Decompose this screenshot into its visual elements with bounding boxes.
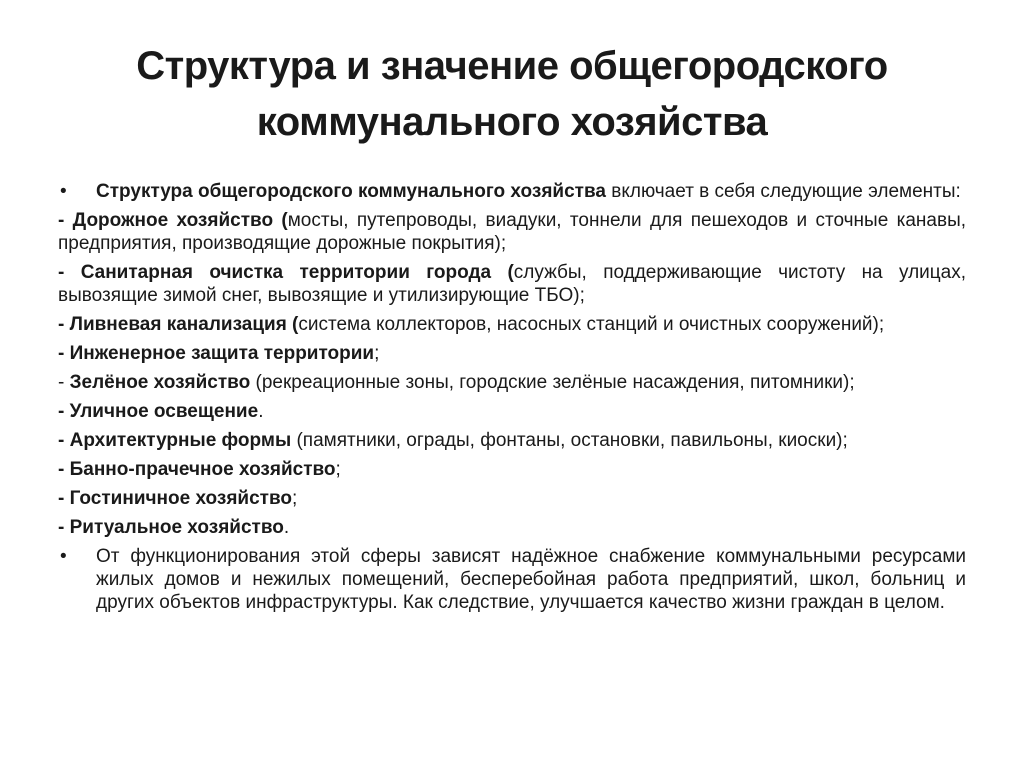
bullet-icon: •	[60, 546, 67, 567]
list-item-heading: - Дорожное хозяйство (	[58, 210, 288, 231]
intro-bullet-paragraph	[58, 180, 966, 203]
list-item-storm-sewer	[58, 313, 966, 336]
outro-bullet-paragraph	[58, 545, 966, 614]
list-item-text: ;	[335, 459, 341, 480]
list-item-text: службы, поддерживающие чистоту на улицах, вывозящие зимой снег, вывозящие и утилизирующие ТБО);	[58, 262, 966, 306]
list-item-text: ;	[374, 343, 380, 364]
list-item-heading: - Уличное освещение	[58, 401, 259, 422]
list-item-heading: - Гостиничное хозяйство	[58, 488, 293, 509]
list-item-bath-laundry	[58, 458, 966, 481]
list-item-text: мосты, путепроводы, виадуки, тоннели для пешеходов и сточные канавы, предприятия, производящие дорожные покрытия);	[58, 210, 967, 254]
list-item-heading: - Банно-прачечное хозяйство	[58, 459, 336, 480]
list-item-text: система коллекторов, насосных станций и очистных сооружений);	[298, 314, 885, 335]
slide-title	[40, 38, 984, 150]
list-item-heading: - Инженерное защита территории	[58, 343, 375, 364]
list-item-text: .	[258, 401, 264, 422]
list-item-heading: - Ливневая канализация (	[58, 314, 299, 335]
outro-text: От функционирования этой сферы зависят надёжное снабжение коммунальными ресурсами жилых домов и нежилых помещений, бесперебойная работа предприятий, школ, больниц и других объектов инфраструктуры. Как следствие, улучшается качество жизни граждан в целом.	[96, 546, 966, 613]
list-item-green	[58, 371, 966, 394]
list-item-road	[58, 209, 966, 255]
list-item-engineering-protection	[58, 342, 966, 365]
list-item-heading: - Ритуальное хозяйство	[58, 517, 284, 538]
list-item-text: (рекреационные зоны, городские зелёные насаждения, питомники);	[250, 372, 855, 393]
list-item-text: (памятники, ограды, фонтаны, остановки, павильоны, киоски);	[291, 430, 848, 451]
list-item-text: .	[283, 517, 290, 538]
list-item-street-lighting	[58, 400, 966, 423]
list-item-hotel	[58, 487, 966, 510]
list-item-sanitation	[58, 261, 966, 307]
slide-body	[58, 180, 966, 620]
list-item-text: ;	[292, 488, 298, 509]
intro-bold-text: Структура общегородского коммунального хозяйства	[96, 181, 606, 202]
slide-title-line-2: коммунального хозяйства	[256, 100, 768, 144]
slide-title-line-1: Структура и значение общегородского	[136, 44, 888, 88]
list-item-architectural-forms	[58, 429, 966, 452]
intro-text: включает в себя следующие элементы:	[605, 181, 961, 202]
list-item-heading: Зелёное хозяйство	[69, 372, 251, 393]
list-item-heading: - Санитарная очистка территории города (	[58, 262, 514, 283]
bullet-icon: •	[60, 181, 67, 202]
list-item-dash: -	[58, 372, 70, 393]
list-item-heading: - Архитектурные формы	[58, 430, 292, 451]
list-item-ritual	[58, 516, 966, 539]
